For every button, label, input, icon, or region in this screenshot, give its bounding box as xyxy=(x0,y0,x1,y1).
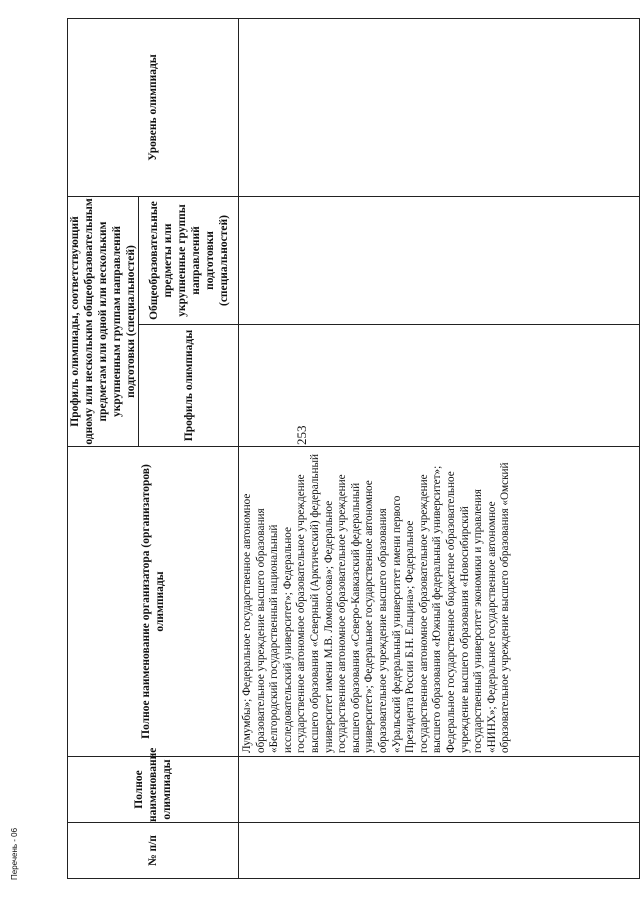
header-full-name: Полное наименование олимпиады xyxy=(68,757,239,823)
header-level: Уровень олимпиады xyxy=(68,19,239,197)
cell-subjects xyxy=(239,197,640,325)
olympiad-table xyxy=(67,19,640,879)
cell-number xyxy=(239,823,640,879)
header-subjects: Общеобразовательные предметы или укрупненные группы направлений подготовки (специальностей) xyxy=(139,197,239,325)
cell-level xyxy=(239,19,640,197)
page-number: 253 xyxy=(294,425,309,445)
header-profile: Профиль олимпиады xyxy=(139,325,239,447)
footer-note: Перечень - 06 xyxy=(10,827,19,880)
cell-profile xyxy=(239,325,640,447)
header-profile-group: Профиль олимпиады, соответствующий одному или нескольким общеобразовательным предметам или одной или нескольким укрупненным группам направлений подготовки (специальностей) xyxy=(69,198,137,445)
header-number: № п/п xyxy=(68,823,239,879)
header-organizer: Полное наименование организатора (организаторов) олимпиады xyxy=(68,447,239,757)
table-row xyxy=(239,19,640,879)
cell-full-name xyxy=(239,757,640,823)
cell-organizer: Лумумбы»; Федеральное государственное автономное образовательное учреждение высшего образования «Белгородский государственный национальный исследовательский университет»; Федеральное государственное автономное образовательное учреждение высшего образования «Северный (Арктический) федеральный университет имени М.В. Ломоносова»; Федеральное государственное автономное образовательное учреждение высшего образования «Северо-Кавказский федеральный университет»; Федеральное государственное автономное образовательное учреждение высшего образования «Уральский федеральный университет имени первого Президента России Б.Н. Ельцина»; Федеральное государственное автономное образовательное учреждение высшего образования «Южный федеральный университет»; Федеральное государственное бюджетное образовательное учреждение высшего образования «Новосибирский государственный университет экономики и управления «НИНХ»; Федеральное государственное автономное образовательное учреждение высшего образования «Омский xyxy=(239,447,640,757)
